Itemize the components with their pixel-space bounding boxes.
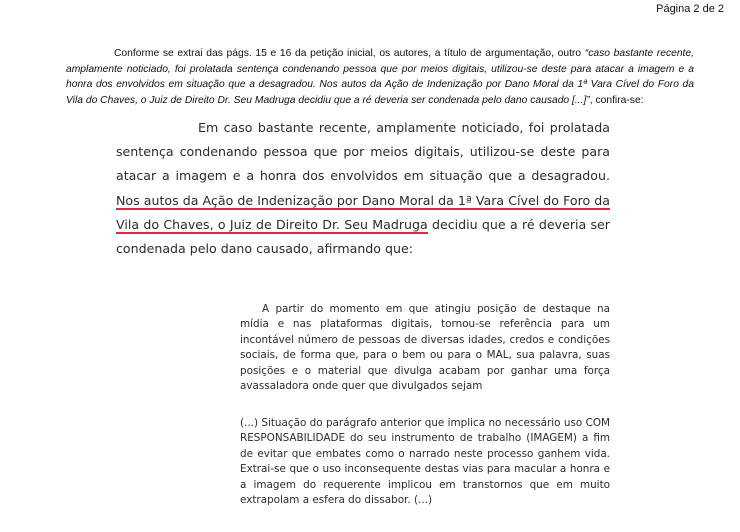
intro-quote: “caso bastante recente, amplamente noticiado, foi prolatada sentença condenando pessoa que por meios digitais, utilizou-se deste para atacar a imagem e a honra dos envolvidos em situação que a desagradou. Nos autos da Ação de Indenização por Dano Moral da 1ª Vara Cível do Foro da Vila do Chaves, o Juiz de Direito Dr. Seu Madruga decidiu que a ré deveria ser condenada pelo dano causado [...]” xyxy=(66,48,694,106)
quoted-paragraph xyxy=(116,116,610,261)
page-number: Página 2 de 2 xyxy=(656,3,724,15)
intro-lead: Conforme se extrai das págs. 15 e 16 da petição inicial, os autores, a título de argumentação, outro xyxy=(114,48,585,59)
block-quote-paragraph-1: A partir do momento em que atingiu posição de destaque na mídia e nas plataformas digitais, tornou-se referência para um incontável número de pessoas de diversas idades, credos e condições sociais, de forma que, para o bem ou para o MAL, sua palavra, suas posições e o material que divulga acabam por ganhar uma força avassaladora onde quer que divulgados sejam xyxy=(240,303,610,393)
scanned-excerpt xyxy=(0,116,740,532)
highlighted-court-reference: Nos autos da Ação de Indenização por Dano Moral da 1ª Vara Cível do Foro da Vila do Chaves, o Juiz de Direito Dr. Seu Madruga xyxy=(116,192,610,232)
intro-tail: , confira-se: xyxy=(589,94,644,106)
block-quote-paragraph-2: (...) Situação do parágrafo anterior que implica no necessário uso COM RESPONSABILIDADE do seu instrumento de trabalho (IMAGEM) a fim de evitar que embates como o narrado neste processo ganhem vida. Extrai-se que o uso inconsequente destas vias para macular a honra e a imagem do requerente implicou em transtornos que em muito extrapolam a esfera do dissabor. (...) xyxy=(240,417,610,507)
quote-text-end: decidiu que a ré deveria ser condenada pelo dano causado, afirmando que: xyxy=(116,216,610,257)
intro-paragraph xyxy=(66,46,694,108)
quote-text-start: Em caso bastante recente, amplamente noticiado, foi prolatada sentença condenando pessoa que por meios digitais, utilizou-se deste para atacar a imagem e a honra dos envolvidos em situação que a desagradou. xyxy=(116,120,610,184)
